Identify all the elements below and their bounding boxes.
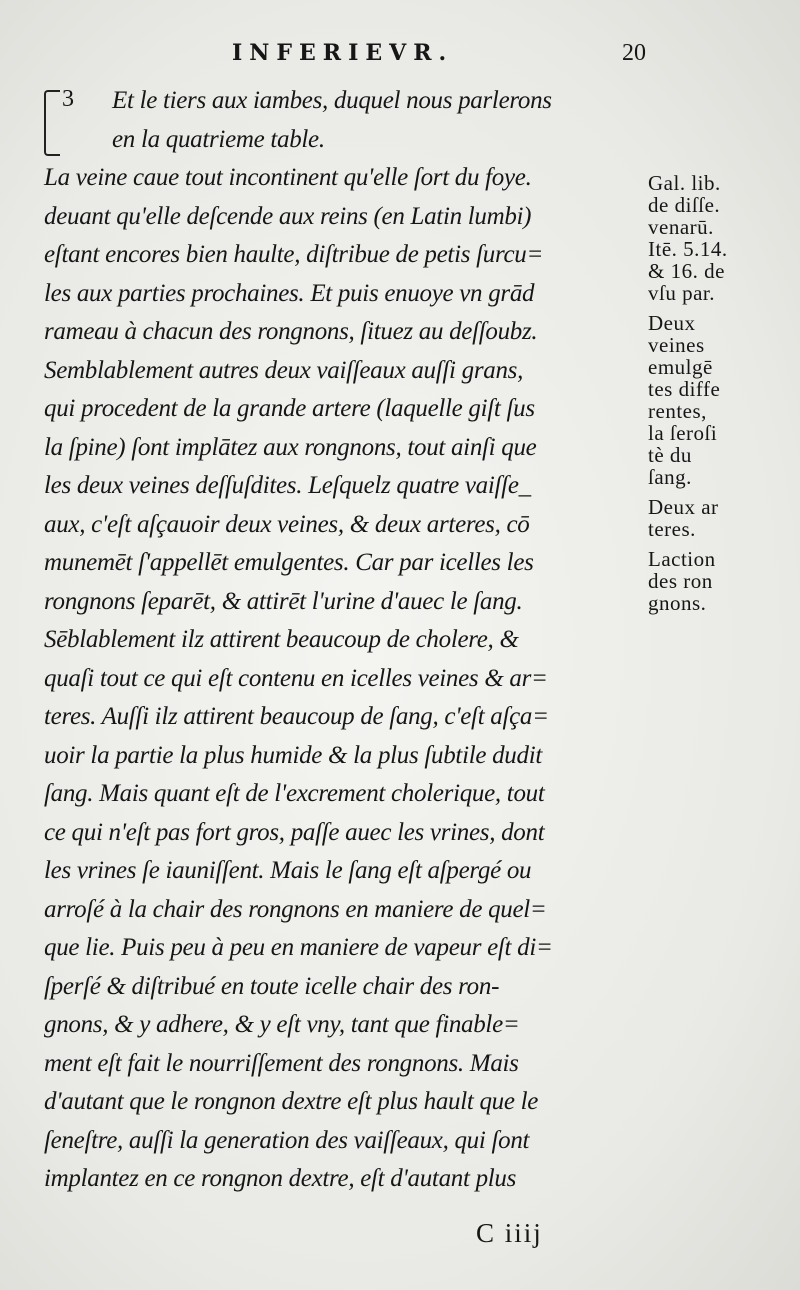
margin-note-line: venarū. — [648, 215, 714, 239]
text-line: munemēt ſ'appellēt emulgentes. Car par icelles les — [44, 549, 534, 576]
text-line: rongnons ſeparēt, & attirēt l'urine d'auec le ſang. — [44, 587, 523, 615]
text-line: les deux veines deſſuſdites. Leſquelz quatre vaiſſe_ — [44, 472, 531, 499]
margin-note-line: Itē. 5.14. — [648, 237, 728, 261]
margin-note-line: tè du — [648, 443, 692, 467]
text-line: Semblablement autres deux vaiſſeaux auſſi grans, — [44, 356, 524, 384]
text-line: ſeneſtre, auſſi la generation des vaiſſeaux, qui ſont — [44, 1126, 530, 1154]
margin-note-line: veines — [648, 333, 705, 357]
text-line: arroſé à la chair des rongnons en maniere de quel= — [44, 895, 547, 923]
body-text — [44, 82, 664, 1199]
margin-note-line: & 16. de — [648, 259, 725, 283]
margin-note — [648, 496, 798, 540]
text-line: deuant qu'elle deſcende aux reins (en Latin lumbi) — [44, 202, 532, 230]
table-reference-number: 3 — [62, 86, 74, 112]
text-line: quaſi tout ce qui eſt contenu en icelles veines & ar= — [44, 664, 548, 692]
text-line: la ſpine) ſont implātez aux rongnons, tout ainſi que — [44, 433, 537, 461]
text-line: aux, c'eſt aſçauoir deux veines, & deux arteres, cō — [44, 510, 530, 538]
margin-note-line: Laction — [648, 547, 716, 571]
text-line: implantez en ce rongnon dextre, eſt d'autant plus — [44, 1165, 517, 1192]
margin-notes — [648, 172, 798, 614]
margin-note-line: la ſeroſi — [648, 421, 718, 445]
margin-note-line: Deux — [648, 311, 696, 335]
margin-note-line: Deux ar — [648, 495, 719, 519]
margin-note-line: rentes, — [648, 399, 707, 423]
page-number: 20 — [622, 40, 646, 66]
text-line: ſperſé & diſtribué en toute icelle chair des ron- — [44, 972, 500, 1000]
text-line: ment eſt fait le nourriſſement des rongnons. Mais — [44, 1049, 519, 1077]
text-line: qui procedent de la grande artere (laquelle giſt ſus — [44, 395, 535, 422]
margin-note — [648, 312, 798, 488]
text-line: Et le tiers aux iambes, duquel nous parlerons — [112, 87, 552, 114]
margin-note — [648, 548, 798, 614]
running-head: INFERIEVR. — [232, 40, 454, 66]
signature-mark: C iiij — [476, 1218, 543, 1248]
margin-note-line: Gal. lib. — [648, 171, 721, 195]
margin-note-line: tes diffe — [648, 377, 721, 401]
text-line: les vrines ſe iauniſſent. Mais le ſang eſt aſpergé ou — [44, 857, 532, 884]
text-line: eſtant encores bien haulte, diſtribue de petis ſurcu= — [44, 241, 544, 268]
text-line: ce qui n'eſt pas fort gros, paſſe auec les vrines, dont — [44, 818, 545, 846]
margin-note-line: de diſſe. — [648, 193, 721, 217]
text-line: La veine caue tout incontinent qu'elle ſort du foye. — [44, 164, 532, 191]
text-line: uoir la partie la plus humide & la plus ſubtile dudit — [44, 741, 542, 769]
margin-note-line: vſu par. — [648, 281, 715, 305]
text-line: rameau à chacun des rongnons, ſituez au deſſoubz. — [44, 318, 538, 345]
text-line: ſang. Mais quant eſt de l'excrement cholerique, tout — [44, 780, 545, 807]
text-line: les aux parties prochaines. Et puis enuoye vn grād — [44, 279, 535, 307]
text-line: que lie. Puis peu à peu en maniere de vapeur eſt di= — [44, 934, 553, 961]
text-line: Sēblablement ilz attirent beaucoup de cholere, & — [44, 626, 519, 653]
text-line: gnons, & y adhere, & y eſt vny, tant que finable= — [44, 1011, 520, 1038]
page-header — [0, 40, 800, 80]
text-line: teres. Auſſi ilz attirent beaucoup de ſang, c'eſt aſça= — [44, 703, 549, 730]
margin-note-line: gnons. — [648, 591, 707, 615]
text-line: d'autant que le rongnon dextre eſt plus hault que le — [44, 1088, 539, 1115]
text-line: en la quatrieme table. — [112, 125, 325, 153]
margin-note-line: emulgē — [648, 355, 713, 379]
margin-note-line: ſang. — [648, 465, 692, 489]
margin-note — [648, 172, 798, 304]
margin-note-line: teres. — [648, 517, 696, 541]
margin-note-line: des ron — [648, 569, 713, 593]
